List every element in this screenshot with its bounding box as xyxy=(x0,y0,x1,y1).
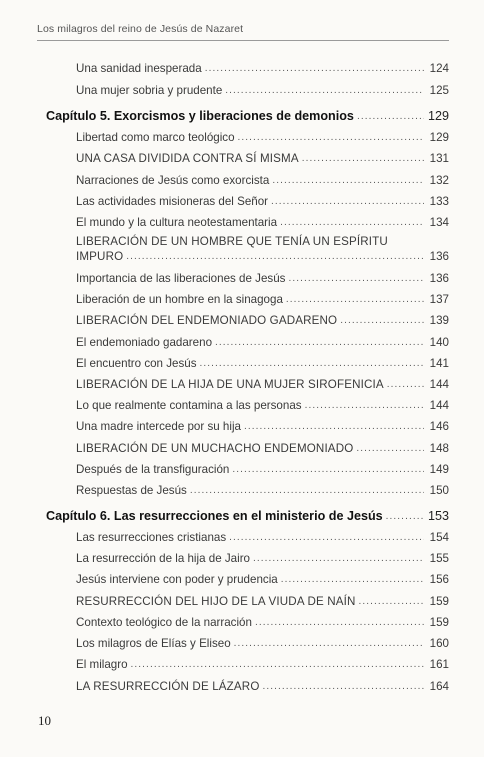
toc-label: La resurrección de la hija de Jairo xyxy=(76,552,251,565)
dot-leader xyxy=(229,531,424,544)
toc-label: El mundo y la cultura neotestamentaria xyxy=(76,216,278,229)
dot-leader xyxy=(126,250,424,263)
toc-label: El milagro xyxy=(76,658,128,671)
dot-leader xyxy=(200,357,424,370)
toc-label: Narraciones de Jesús como exorcista xyxy=(76,174,270,187)
toc-label: Liberación de un hombre en la sinagoga xyxy=(76,293,283,306)
toc-entry xyxy=(76,680,449,693)
dot-leader xyxy=(253,552,424,565)
dot-leader xyxy=(215,336,424,349)
toc-chapter xyxy=(46,509,449,523)
toc-entry xyxy=(76,357,449,370)
header-rule xyxy=(37,40,449,41)
toc-entry xyxy=(76,616,449,629)
toc-entry xyxy=(76,531,449,544)
dot-leader xyxy=(238,131,424,144)
dot-leader xyxy=(255,616,424,629)
toc-entry xyxy=(76,195,449,208)
toc-label: El encuentro con Jesús xyxy=(76,357,197,370)
toc-entry xyxy=(76,216,449,229)
toc-label: Los milagros de Elías y Eliseo xyxy=(76,637,231,650)
toc-entry xyxy=(76,552,449,565)
toc-page-number: 139 xyxy=(429,314,449,327)
dot-leader xyxy=(232,463,424,476)
dot-leader xyxy=(286,293,424,306)
toc-page-number: 155 xyxy=(429,552,449,565)
toc-entry xyxy=(76,314,449,327)
toc-page-number: 150 xyxy=(429,484,449,497)
toc-entry xyxy=(76,399,449,412)
toc-label: Después de la transfiguración xyxy=(76,463,230,476)
dot-leader xyxy=(263,680,425,693)
toc-page-number: 146 xyxy=(429,420,449,433)
toc-page-number: 131 xyxy=(429,152,449,165)
dot-leader xyxy=(190,484,424,497)
toc-entry xyxy=(76,336,449,349)
dot-leader xyxy=(244,420,424,433)
toc-label: Respuestas de Jesús xyxy=(76,484,187,497)
toc-label: Capítulo 6. Las resurrecciones en el ministerio de Jesús xyxy=(46,509,383,523)
dot-leader xyxy=(234,637,424,650)
dot-leader xyxy=(288,272,424,285)
toc-label: Jesús interviene con poder y prudencia xyxy=(76,573,278,586)
toc-page-number: 140 xyxy=(429,336,449,349)
toc-label: Una mujer sobria y prudente xyxy=(76,84,223,97)
toc-label: RESURRECCIÓN DEL HIJO DE LA VIUDA DE NAÍN xyxy=(76,595,356,608)
toc-entry xyxy=(76,235,449,248)
dot-leader xyxy=(280,216,424,229)
toc-page-number: 141 xyxy=(429,357,449,370)
toc-entry xyxy=(76,293,449,306)
toc-entry xyxy=(76,174,449,187)
toc-chapter xyxy=(46,109,449,123)
toc-page-number: 125 xyxy=(429,84,449,97)
toc-entry xyxy=(76,573,449,586)
toc-label: LA RESURRECCIÓN DE LÁZARO xyxy=(76,680,260,693)
dot-leader xyxy=(131,658,424,671)
running-head: Los milagros del reino de Jesús de Nazaret xyxy=(37,23,244,35)
toc-entry xyxy=(76,463,449,476)
toc-label: UNA CASA DIVIDIDA CONTRA SÍ MISMA xyxy=(76,152,299,165)
toc-page-number: 160 xyxy=(429,637,449,650)
toc-page-number: 134 xyxy=(429,216,449,229)
toc-entry xyxy=(76,62,449,75)
toc-entry xyxy=(76,442,449,455)
toc-page-number: 136 xyxy=(429,250,449,263)
toc-label: LIBERACIÓN DEL ENDEMONIADO GADARENO xyxy=(76,314,338,327)
toc-label: LIBERACIÓN DE LA HIJA DE UNA MUJER SIROFENICIA xyxy=(76,378,384,391)
toc-page-number: 148 xyxy=(429,442,449,455)
toc-entry xyxy=(76,84,449,97)
toc-label: Las resurrecciones cristianas xyxy=(76,531,227,544)
toc-page-number: 129 xyxy=(427,109,449,123)
toc-entry xyxy=(76,595,449,608)
dot-leader xyxy=(359,595,424,608)
dot-leader xyxy=(281,573,424,586)
page-number: 10 xyxy=(38,713,51,728)
toc-label: Capítulo 5. Exorcismos y liberaciones de demonios xyxy=(46,109,354,123)
toc-page-number: 149 xyxy=(429,463,449,476)
toc-entry xyxy=(76,484,449,497)
toc-label: Contexto teológico de la narración xyxy=(76,616,252,629)
toc-label: LIBERACIÓN DE UN HOMBRE QUE TENÍA UN ESPÍRITU xyxy=(76,235,388,248)
dot-leader xyxy=(305,399,424,412)
toc-page-number: 153 xyxy=(427,509,449,523)
toc-label: El endemoniado gadareno xyxy=(76,336,213,349)
dot-leader xyxy=(356,442,424,455)
toc-entry xyxy=(76,637,449,650)
toc-page-number: 144 xyxy=(429,399,449,412)
toc-entry xyxy=(76,131,449,144)
toc-entry xyxy=(76,420,449,433)
toc-page-number: 136 xyxy=(429,272,449,285)
toc-page-number: 137 xyxy=(429,293,449,306)
dot-leader xyxy=(386,510,424,523)
toc-label: Importancia de las liberaciones de Jesús xyxy=(76,272,286,285)
toc-page-number: 161 xyxy=(429,658,449,671)
toc-entry xyxy=(76,378,449,391)
toc-page-number: 156 xyxy=(429,573,449,586)
toc-page-number: 132 xyxy=(429,174,449,187)
toc-page-number: 124 xyxy=(429,62,449,75)
toc-page-number: 164 xyxy=(429,680,449,693)
toc-label: Una madre intercede por su hija xyxy=(76,420,241,433)
dot-leader xyxy=(387,378,424,391)
toc-entry xyxy=(76,658,449,671)
toc-label: Lo que realmente contamina a las personas xyxy=(76,399,302,412)
toc-entry xyxy=(76,152,449,165)
toc-entry xyxy=(76,250,449,263)
toc-page-number: 144 xyxy=(429,378,449,391)
toc-label: Una sanidad inesperada xyxy=(76,62,202,75)
toc-label: Libertad como marco teológico xyxy=(76,131,235,144)
toc-label: IMPURO xyxy=(76,250,124,263)
toc-page-number: 159 xyxy=(429,616,449,629)
dot-leader xyxy=(271,195,424,208)
toc-entry xyxy=(76,272,449,285)
toc-page-number: 129 xyxy=(429,131,449,144)
dot-leader xyxy=(225,84,424,97)
dot-leader xyxy=(340,314,424,327)
dot-leader xyxy=(357,110,424,123)
toc-page-number: 133 xyxy=(429,195,449,208)
toc-page-number: 154 xyxy=(429,531,449,544)
toc-label: LIBERACIÓN DE UN MUCHACHO ENDEMONIADO xyxy=(76,442,354,455)
dot-leader xyxy=(272,174,424,187)
toc-label: Las actividades misioneras del Señor xyxy=(76,195,269,208)
dot-leader xyxy=(302,152,424,165)
dot-leader xyxy=(205,62,424,75)
toc-page-number: 159 xyxy=(429,595,449,608)
